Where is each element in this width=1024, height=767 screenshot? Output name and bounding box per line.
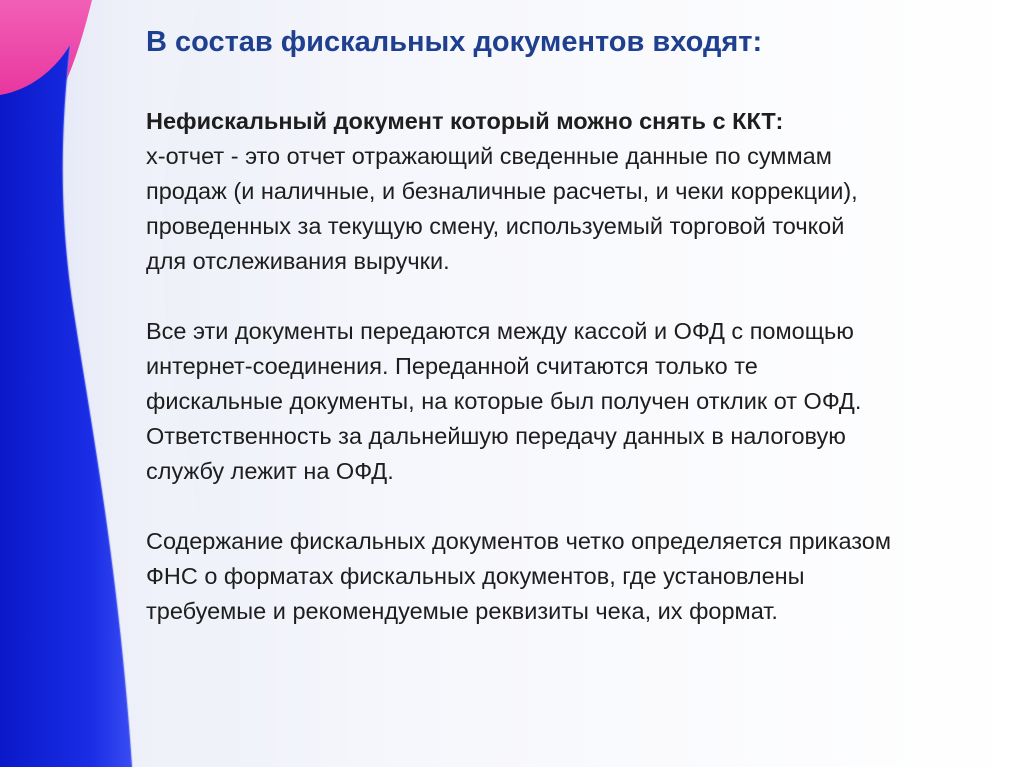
text-line: интернет-соединения. Переданной считаются только те (146, 353, 758, 379)
paragraph-fns-order (146, 524, 1014, 629)
paragraph-x-report (146, 104, 1014, 279)
text-line: х-отчет - это отчет отражающий сведенные данные по суммам (146, 143, 832, 169)
text-line: фискальные документы, на которые был получен отклик от ОФД. (146, 388, 862, 414)
text-line: Ответственность за дальнейшую передачу данных в налоговую (146, 423, 846, 449)
text-line: Содержание фискальных документов четко определяется приказом (146, 528, 892, 554)
text-line: продаж (и наличные, и безналичные расчеты, и чеки коррекции), (146, 178, 858, 204)
text-line: требуемые и рекомендуемые реквизиты чека, их формат. (146, 598, 778, 624)
text-line: Все эти документы передаются между кассой и ОФД с помощью (146, 318, 854, 344)
text-line: для отслеживания выручки. (146, 248, 450, 274)
slide-title: В состав фискальных документов входят: (146, 26, 763, 58)
paragraph-ofd-transfer (146, 314, 1014, 489)
text-line: проведенных за текущую смену, используемый торговой точкой (146, 213, 845, 239)
paragraph-heading: Нефискальный документ который можно снять с ККТ: (146, 108, 784, 134)
text-line: службу лежит на ОФД. (146, 458, 394, 484)
slide-content (146, 20, 1014, 629)
text-line: ФНС о форматах фискальных документов, где установлены (146, 563, 805, 589)
